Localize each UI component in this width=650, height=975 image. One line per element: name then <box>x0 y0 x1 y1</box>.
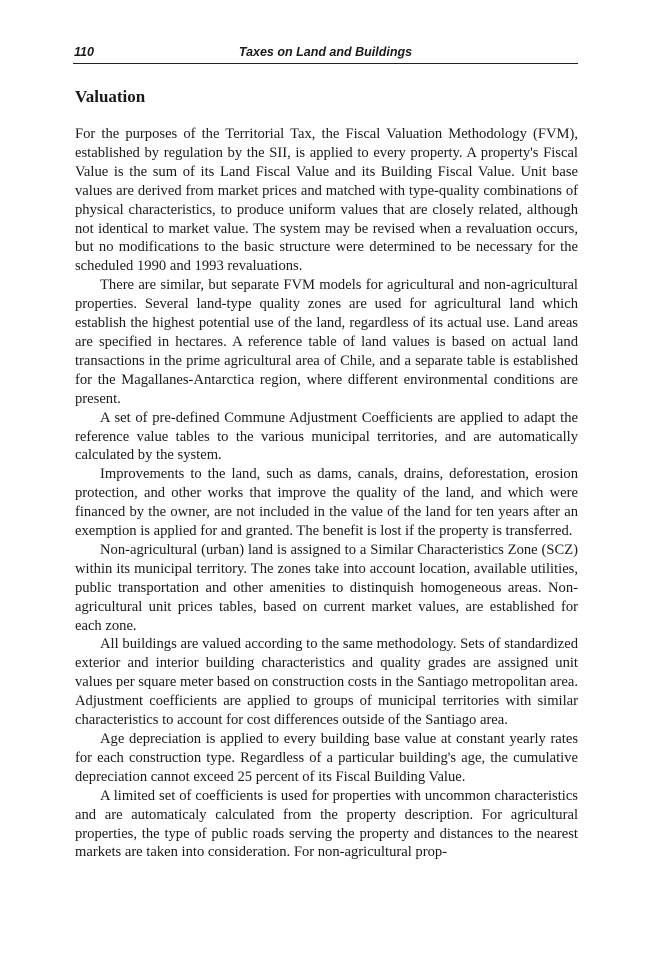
paragraph: All buildings are valued according to the same methodology. Sets of standardized exterior and interior building characteristics and quality grades are assigned unit values per square meter based on construction costs in the Santiago metropolitan area. Adjustment coefficients are applied to groups of municipal territories with similar characteristics to account for cost differences outside of the Santiago area. <box>75 636 578 729</box>
page-number: 110 <box>74 45 94 59</box>
paragraph: There are similar, but separate FVM models for agricultural and non-agricultural properties. Several land-type quality zones are used for agricultural land which establish the highest potential use of the land, regardless of its actual use. Land areas are specified in hectares. A reference table of land values is based on actual land transactions in the prime agricultural area of Chile, and a separate table is established for the Magallanes-Antarctica region, where different environmental conditions are present. <box>75 277 578 407</box>
page-header <box>73 43 578 64</box>
paragraph: A set of pre-defined Commune Adjustment Coefficients are applied to adapt the reference value tables to the various municipal territories, and are automatically calculated by the system. <box>75 409 578 464</box>
paragraph: Improvements to the land, such as dams, canals, drains, deforestation, erosion protection, and other works that improve the quality of the land, and which were financed by the owner, are not included in the value of the land for ten years after an exemption is applied for and granted. The benefit is lost if the property is transferred. <box>75 466 578 540</box>
running-title: Taxes on Land and Buildings <box>238 45 413 59</box>
paragraph: A limited set of coefficients is used for properties with uncommon characteristics and are automaticaly calculated from the property description. For agricultural properties, the type of public roads serving the property and distances to the nearest markets are taken into consideration. For non-agricultural prop- <box>75 787 578 861</box>
paragraph: Non-agricultural (urban) land is assigned to a Similar Characteristics Zone (SCZ) within its municipal territory. The zones take into account location, available utilities, public transportation and other amenities to distinquish homogeneous areas. Non-agricultural unit prices tables, based on current market values, are established for each zone. <box>75 541 578 634</box>
paragraph: Age depreciation is applied to every building base value at constant yearly rates for each construction type. Regardless of a particular building's age, the cumulative depreciation cannot exceed 25 percent of its Fiscal Building Value. <box>75 731 578 785</box>
paragraph: For the purposes of the Territorial Tax, the Fiscal Valuation Methodology (FVM), established by regulation by the SII, is applied to every property. A property's Fiscal Value is the sum of its Land Fiscal Value and its Building Fiscal Value. Unit base values are derived from market prices and matched with type-quality combinations of physical characteristics, to produce uniform values that are closely related, although not identical to market value. The system may be revised when a revaluation occurs, but no modifications to the basic structure were determined to be necessary for the scheduled 1990 and 1993 revaluations. <box>75 126 578 275</box>
section-heading: Valuation <box>75 87 146 106</box>
body-text <box>75 125 578 862</box>
